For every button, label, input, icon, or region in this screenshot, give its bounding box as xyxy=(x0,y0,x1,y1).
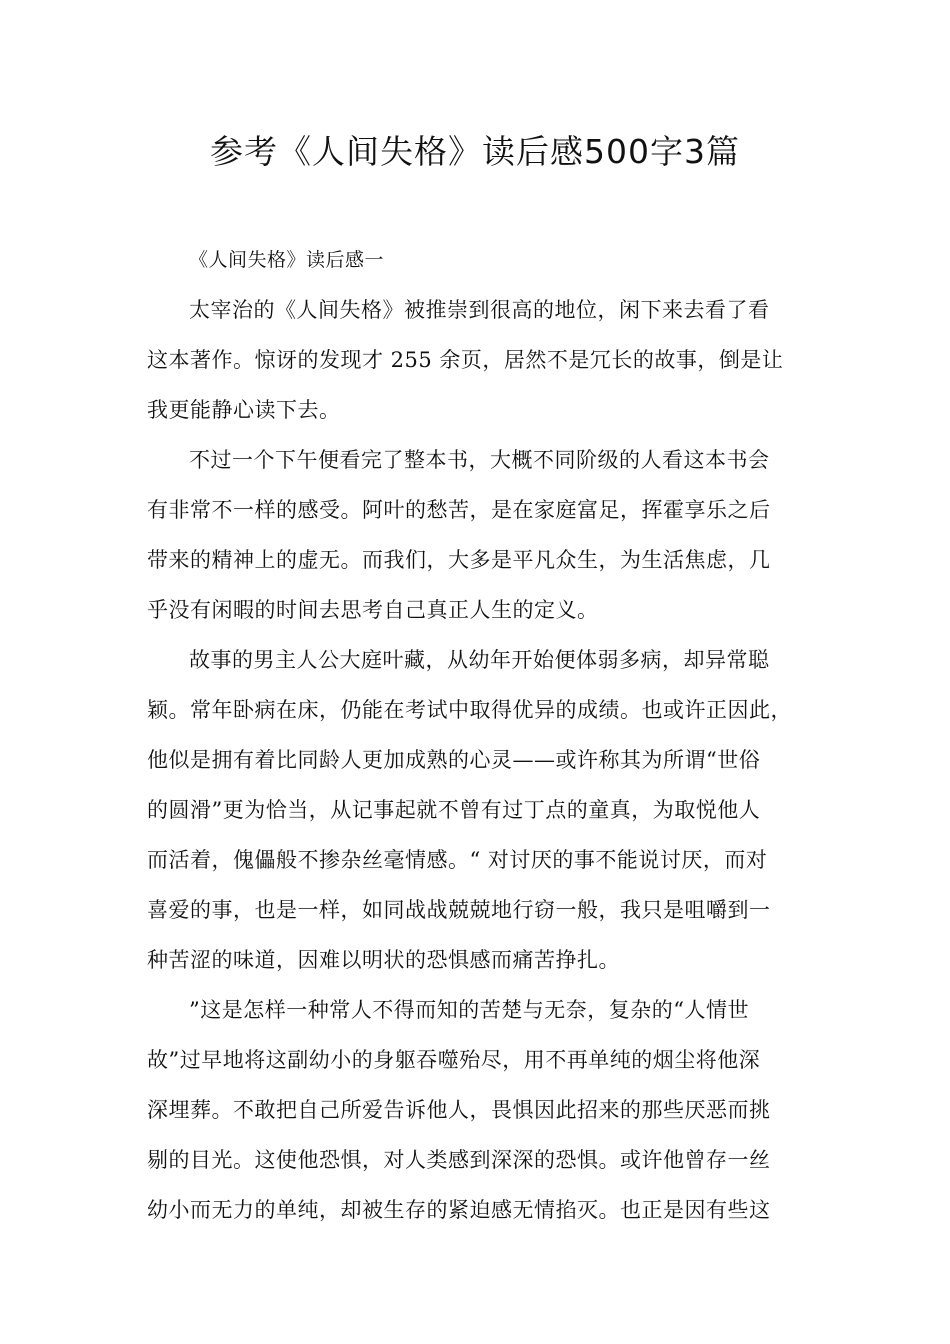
paragraph-line: 这本著作。惊讶的发现才 255 余页，居然不是冗长的故事，倒是让 xyxy=(147,348,784,372)
paragraph-line: 乎没有闲暇的时间去思考自己真正人生的定义。 xyxy=(147,598,599,622)
document-body xyxy=(147,235,827,1235)
paragraph-line: 我更能静心读下去。 xyxy=(147,398,341,422)
paragraph-line: 而活着，傀儡般不掺杂丝毫情感。“ 对讨厌的事不能说讨厌，而对 xyxy=(147,848,768,872)
paragraph-line: 带来的精神上的虚无。而我们，大多是平凡众生，为生活焦虑，几 xyxy=(147,548,771,572)
paragraph-line: 故事的男主人公大庭叶藏，从幼年开始便体弱多病，却异常聪 xyxy=(189,648,770,672)
paragraph-line: 的圆滑”更为恰当，从记事起就不曾有过丁点的童真，为取悦他人 xyxy=(147,798,761,822)
paragraph-line: 剔的目光。这使他恐惧，对人类感到深深的恐惧。或许他曾存一丝 xyxy=(147,1148,771,1172)
paragraph-line: 故”过早地将这副幼小的身躯吞噬殆尽，用不再单纯的烟尘将他深 xyxy=(147,1048,761,1072)
paragraph-line: 幼小而无力的单纯，却被生存的紧迫感无情掐灭。也正是因有些这 xyxy=(147,1198,771,1222)
paragraph-line: 种苦涩的味道，因难以明状的恐惧感而痛苦挣扎。 xyxy=(147,948,620,972)
paragraph-line: 喜爱的事，也是一样，如同战战兢兢地行窃一般，我只是咀嚼到一 xyxy=(147,898,771,922)
document-title: 参考《人间失格》读后感500字3篇 xyxy=(210,132,740,171)
paragraph-line: 颖。常年卧病在床，仍能在考试中取得优异的成绩。也或许正因此， xyxy=(147,698,792,722)
paragraph-line: 不过一个下午便看完了整本书，大概不同阶级的人看这本书会 xyxy=(189,448,770,472)
paragraph-line: 有非常不一样的感受。阿叶的愁苦，是在家庭富足，挥霍享乐之后 xyxy=(147,498,771,522)
paragraph-line: 深埋葬。不敢把自己所爱告诉他人，畏惧因此招来的那些厌恶而挑 xyxy=(147,1098,771,1122)
section-heading: 《人间失格》读后感一 xyxy=(189,249,385,271)
paragraph-line: 他似是拥有着比同龄人更加成熟的心灵——或许称其为所谓“世俗 xyxy=(147,748,761,772)
paragraph-line: 太宰治的《人间失格》被推崇到很高的地位，闲下来去看了看 xyxy=(189,298,770,322)
paragraph-line: ”这是怎样一种常人不得而知的苦楚与无奈，复杂的“人情世 xyxy=(189,998,749,1022)
